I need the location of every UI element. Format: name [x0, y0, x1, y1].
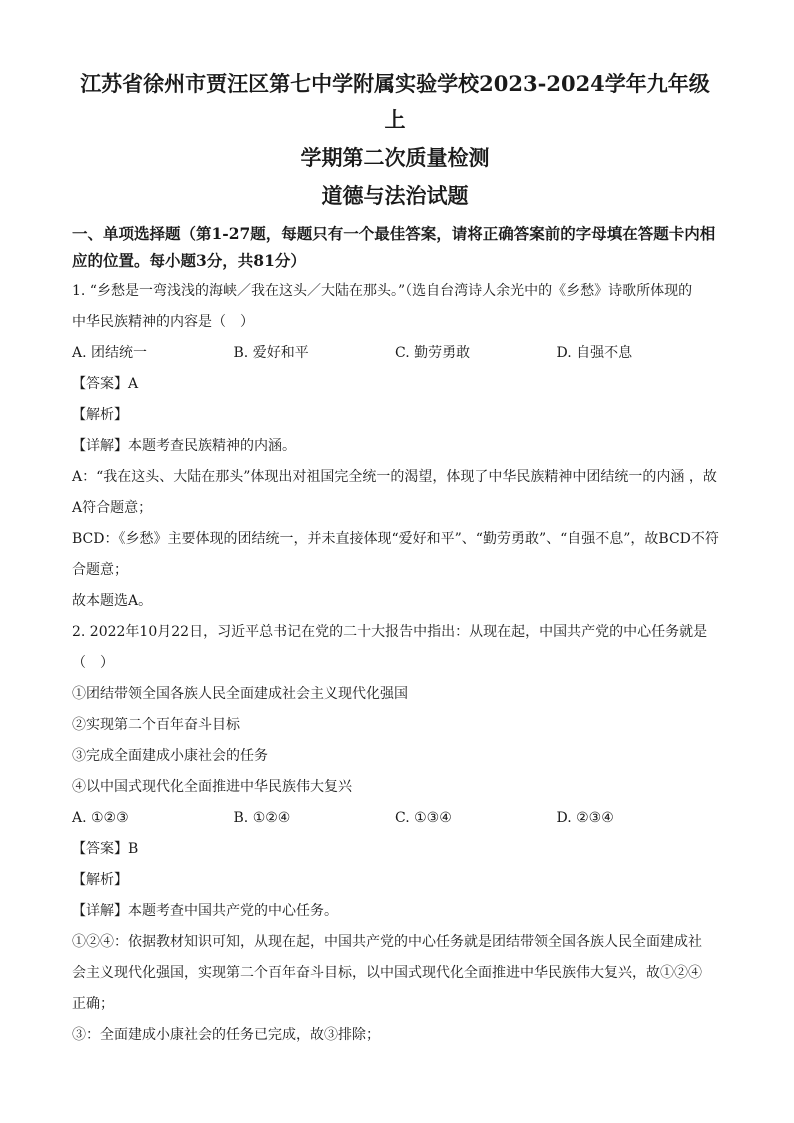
option-c: C. ①③④: [395, 810, 452, 826]
question-1-options: [72, 338, 718, 369]
exam-title-line2: 学期第二次质量检测: [300, 145, 490, 170]
option-b: B. ①②④: [233, 810, 291, 826]
section-heading: 一、单项选择题（第1-27题，每题只有一个最佳答案，请将正确答案前的字母填在答题卡内相应的位置。每小题3分，共81分）: [72, 224, 716, 270]
exam-title-line1: 江苏省徐州市贾汪区第七中学附属实验学校2023-2024学年九年级上: [80, 71, 710, 132]
question-1-answer: 【答案】A: [72, 376, 139, 392]
option-d: D. ②③④: [556, 810, 614, 826]
question-1-explain-line: 故本题选A。: [72, 593, 153, 609]
option-a: A. 团结统一: [72, 345, 148, 361]
question-1-explain-line: 合题意；: [72, 562, 128, 578]
option-a: A. ①②③: [72, 810, 129, 826]
question-2-item: ②实现第二个百年奋斗目标: [72, 717, 240, 733]
question-1-analysis-label: 【解析】: [72, 407, 128, 423]
question-2-explain-line: 会主义现代化强国，实现第二个百年奋斗目标，以中国式现代化全面推进中华民族伟大复兴，故①②④: [72, 965, 702, 981]
question-2-stem-line2: （ ）: [72, 655, 114, 671]
question-2-analysis-label: 【解析】: [72, 872, 128, 888]
question-2-answer: 【答案】B: [72, 841, 139, 857]
question-2-detail: 【详解】本题考查中国共产党的中心任务。: [72, 903, 338, 919]
question-2-explain-line: ①②④：依据教材知识可知，从现在起，中国共产党的中心任务就是团结带领全国各族人民全面建成社: [72, 934, 702, 950]
question-1-detail: 【详解】本题考查民族精神的内涵。: [72, 438, 296, 454]
question-1-explain-line: A符合题意；: [72, 500, 153, 516]
question-2-item: ③完成全面建成小康社会的任务: [72, 748, 268, 764]
question-2-options: [72, 803, 718, 834]
question-1-stem-line2: 中华民族精神的内容是（ ）: [72, 314, 254, 330]
question-2-item: ①团结带领全国各族人民全面建成社会主义现代化强国: [72, 686, 408, 702]
question-2-explain-line: 正确；: [72, 996, 114, 1012]
question-2-item: ④以中国式现代化全面推进中华民族伟大复兴: [72, 779, 352, 795]
question-1-stem-line1: 1. “乡愁是一弯浅浅的海峡／我在这头／大陆在那头。”（选自台湾诗人余光中的《乡愁》诗歌所体现的: [72, 283, 693, 299]
question-1: [72, 276, 718, 617]
option-b: B. 爱好和平: [233, 345, 309, 361]
question-2: [72, 617, 718, 1051]
question-1-explain-line: BCD：《乡愁》主要体现的团结统一，并未直接体现“爱好和平”、“勤劳勇敢”、“自强不息”，故BCD不符: [72, 531, 719, 547]
question-2-explain-line: ③：全面建成小康社会的任务已完成，故③排除；: [72, 1027, 380, 1043]
exam-subject: 道德与法治试题: [321, 183, 469, 208]
question-1-explain-line: A：“我在这头、大陆在那头”体现出对祖国完全统一的渴望，体现了中华民族精神中团结统一的内涵 ，故: [72, 469, 717, 485]
option-c: C. 勤劳勇敢: [395, 345, 471, 361]
question-2-stem-line1: 2. 2022年10月22日，习近平总书记在党的二十大报告中指出：从现在起，中国共产党的中心任务就是: [72, 624, 708, 640]
option-d: D. 自强不息: [556, 345, 633, 361]
